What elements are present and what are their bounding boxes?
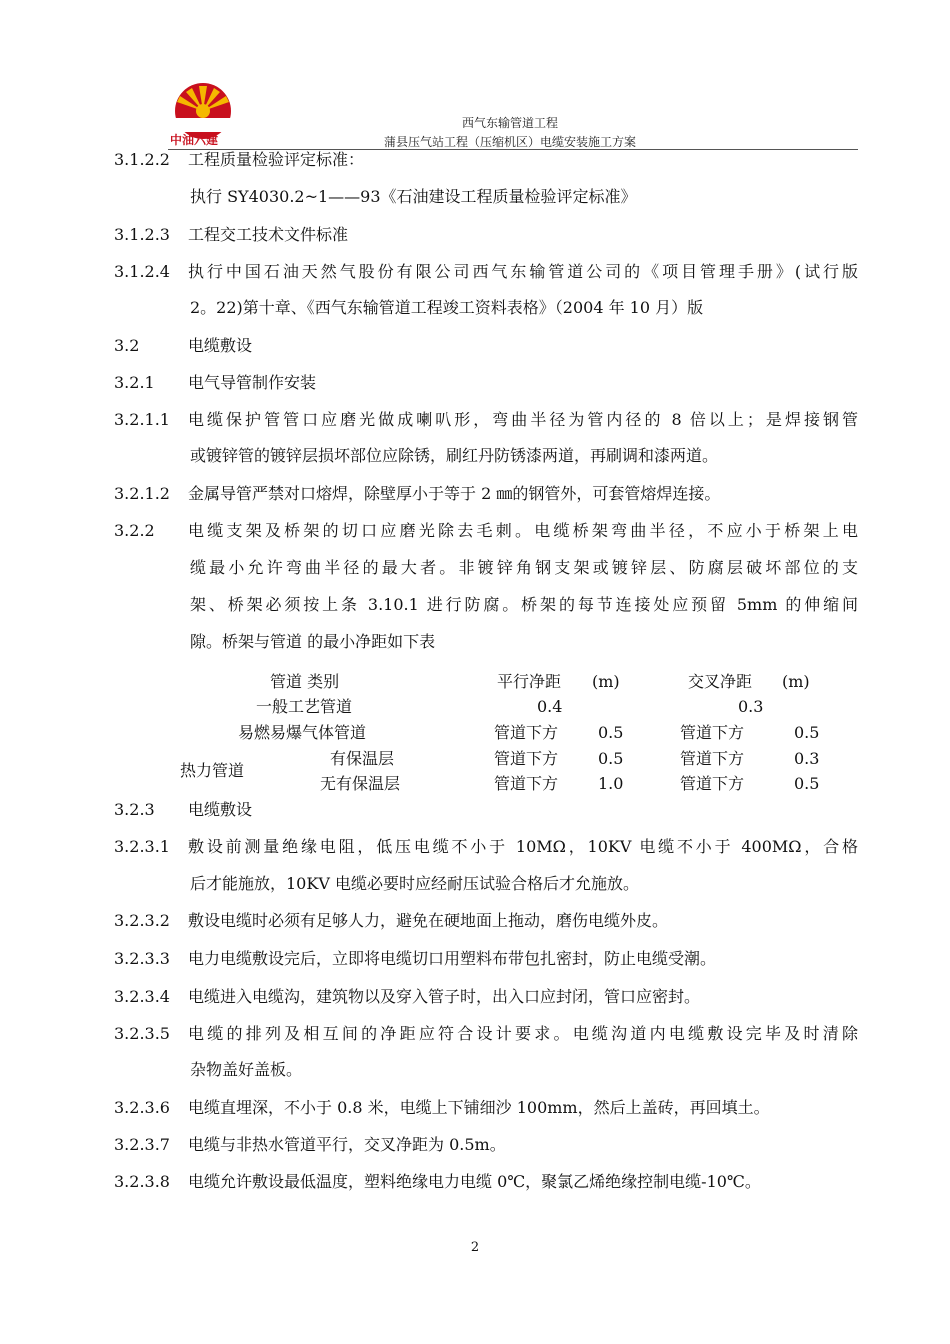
clause-number: 3.2.3.2 xyxy=(114,911,170,930)
table-cell-cross: 0.5 xyxy=(794,723,820,742)
clause-text: 敷设前测量绝缘电阻，低压电缆不小于 10MΩ，10KV 电缆不小于 400MΩ，合格 xyxy=(188,837,858,856)
clause-text: 执行中国石油天然气股份有限公司西气东输管道公司的《项目管理手册》(试行版 xyxy=(188,262,858,281)
table-cell-cross: 0.5 xyxy=(794,774,820,793)
clause-text: 电缆允许敷设最低温度，塑料绝缘电力电缆 0℃，聚氯乙烯绝缘控制电缆-10℃。 xyxy=(188,1172,761,1191)
table-header-parallel: 平行净距 xyxy=(497,672,562,691)
table-row-name: 一般工艺管道 xyxy=(256,697,353,716)
table-header-cross: 交叉净距 xyxy=(688,672,753,691)
clause-number: 3.2.3.7 xyxy=(114,1135,170,1154)
clause-text: 电力电缆敷设完后，立即将电缆切口用塑料布带包扎密封，防止电缆受潮。 xyxy=(188,949,717,968)
clause-number: 3.2.2 xyxy=(114,521,155,540)
clause-text: 电缆支架及桥架的切口应磨光除去毛刺。电缆桥架弯曲半径，不应小于桥架上电 xyxy=(188,521,858,540)
clause-number: 3.2.3.5 xyxy=(114,1024,170,1043)
clause-number: 3.2.1.2 xyxy=(114,484,170,503)
page-number: 2 xyxy=(470,1240,480,1255)
clause-number: 3.2.1.1 xyxy=(114,410,170,429)
table-row-name: 有保温层 xyxy=(330,749,395,768)
table-header-unit: (m) xyxy=(592,672,620,691)
clause-number: 3.1.2.2 xyxy=(114,150,170,169)
section-title: 电气导管制作安装 xyxy=(188,373,317,392)
table-cell-cross: 0.3 xyxy=(794,749,820,768)
table-header-unit: (m) xyxy=(782,672,810,691)
table-cell-parallel-pos: 管道下方 xyxy=(494,749,559,768)
clause-number: 3.2.3.4 xyxy=(114,987,170,1006)
clause-text: 工程交工技术文件标准 xyxy=(188,225,349,244)
clause-text: 工程质量检验评定标准： xyxy=(188,150,365,169)
table-cell-parallel: 0.5 xyxy=(598,723,624,742)
table-cell-parallel-pos: 管道下方 xyxy=(494,774,559,793)
clause-number: 3.2.3.3 xyxy=(114,949,170,968)
clause-number: 3.2.3 xyxy=(114,800,155,819)
clause-text: 电缆进入电缆沟，建筑物以及穿入管子时，出入口应封闭，管口应密封。 xyxy=(188,987,701,1006)
table-cell-cross-pos: 管道下方 xyxy=(680,774,745,793)
clause-text: 金属导管严禁对口熔焊，除壁厚小于等于 2 ㎜的钢管外，可套管熔焊连接。 xyxy=(188,484,721,503)
clause-text-continued: 后才能施放，10KV 电缆必要时应经耐压试验合格后才允施放。 xyxy=(190,874,639,893)
clause-text-standard: 执行 SY4030.2~1——93《石油建设工程质量检验评定标准》 xyxy=(190,187,637,206)
section-title: 电缆敷设 xyxy=(188,336,253,355)
clause-number: 3.1.2.4 xyxy=(114,262,170,281)
table-header-type: 管道 类别 xyxy=(270,672,340,691)
clause-text-continued: 隙。桥架与管道 的最小净距如下表 xyxy=(190,632,436,651)
clause-text-continued: 2。22)第十章、《西气东输管道工程竣工资料表格》（2004 年 10 月）版 xyxy=(190,298,704,317)
clause-text: 电缆的排列及相互间的净距应符合设计要求。电缆沟道内电缆敷设完毕及时清除 xyxy=(188,1024,858,1043)
clause-text: 电缆直埋深，不小于 0.8 米，电缆上下铺细沙 100mm，然后上盖砖，再回填土。 xyxy=(188,1098,770,1117)
header-subtitle: 蒲县压气站工程（压缩机区）电缆安装施工方案 xyxy=(383,135,636,149)
table-row-name: 易燃易爆气体管道 xyxy=(238,723,367,742)
clause-number: 3.2.3.6 xyxy=(114,1098,170,1117)
clause-number: 3.1.2.3 xyxy=(114,225,170,244)
clause-number: 3.2 xyxy=(114,336,140,355)
clause-text: 敷设电缆时必须有足够人力，避免在硬地面上拖动，磨伤电缆外皮。 xyxy=(188,911,669,930)
table-cell-cross-pos: 管道下方 xyxy=(680,749,745,768)
table-cell-parallel: 0.5 xyxy=(598,749,624,768)
table-cell-parallel-pos: 管道下方 xyxy=(494,723,559,742)
clause-text-continued: 杂物盖好盖板。 xyxy=(190,1060,303,1079)
clause-number: 3.2.3.1 xyxy=(114,837,170,856)
section-title: 电缆敷设 xyxy=(188,800,253,819)
table-cell-parallel: 0.4 xyxy=(537,697,563,716)
clause-text-continued: 架、桥架必须按上条 3.10.1 进行防腐。桥架的每节连接处应预留 5mm 的伸缩间 xyxy=(190,595,858,614)
clause-text: 电缆保护管管口应磨光做成喇叭形，弯曲半径为管内径的 8 倍以上；是焊接钢管 xyxy=(188,410,858,429)
table-cell-cross-pos: 管道下方 xyxy=(680,723,745,742)
clause-text-continued: 或镀锌管的镀锌层损坏部位应除锈，刷红丹防锈漆两道，再刷调和漆两道。 xyxy=(190,446,719,465)
clause-text-continued: 缆最小允许弯曲半径的最大者。非镀锌角钢支架或镀锌层、防腐层破坏部位的支 xyxy=(190,558,858,577)
logo-text: 中油六建 xyxy=(170,133,219,147)
table-cell-parallel: 1.0 xyxy=(598,774,624,793)
clause-text: 电缆与非热水管道平行，交叉净距为 0.5m。 xyxy=(188,1135,506,1154)
clause-number: 3.2.1 xyxy=(114,373,155,392)
table-row-name: 无有保温层 xyxy=(320,774,401,793)
header-project: 西气东输管道工程 xyxy=(461,116,558,130)
clause-number: 3.2.3.8 xyxy=(114,1172,170,1191)
table-group-name: 热力管道 xyxy=(180,761,245,780)
table-cell-cross: 0.3 xyxy=(738,697,764,716)
